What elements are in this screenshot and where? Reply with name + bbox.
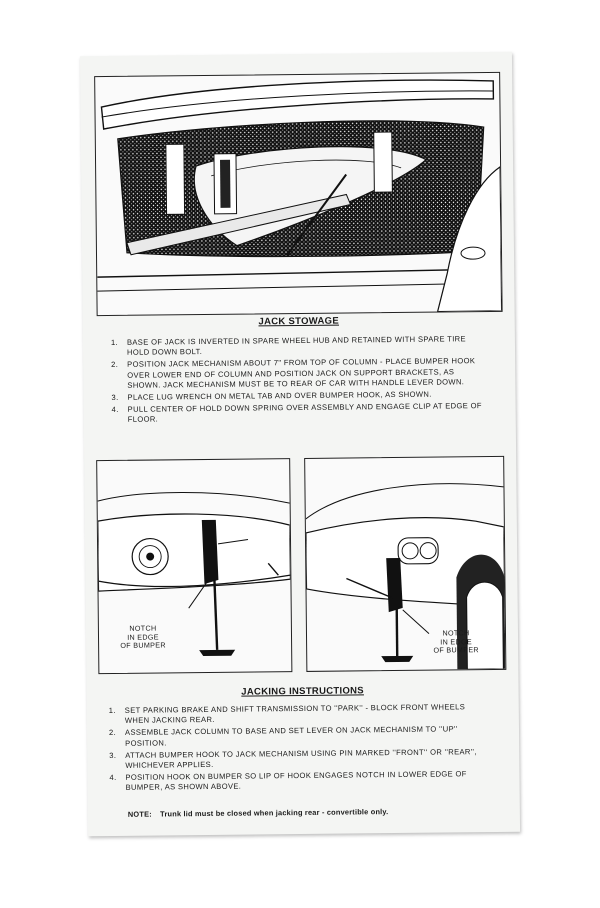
step-text: PLACE LUG WRENCH ON METAL TAB AND OVER BUMPER HOOK, AS SHOWN. bbox=[127, 389, 432, 402]
list-item bbox=[109, 769, 485, 793]
step-text: PULL CENTER OF HOLD DOWN SPRING OVER ASSEMBLY AND ENGAGE CLIP AT EDGE OF FLOOR. bbox=[127, 401, 482, 425]
step-text: ATTACH BUMPER HOOK TO JACK MECHANISM USING PIN MARKED ''FRONT'' OR ''REAR'', WHICHEVER APPLIES. bbox=[125, 746, 477, 770]
list-item bbox=[109, 702, 485, 726]
jack-stowage-heading: JACK STOWAGE bbox=[258, 315, 340, 328]
callout-line: IN EDGE bbox=[440, 636, 472, 647]
right-notch-callout bbox=[411, 629, 501, 656]
trunk-stowage-illustration bbox=[94, 72, 502, 316]
trunk-drawing bbox=[95, 73, 501, 315]
front-jacking-illustration bbox=[304, 456, 506, 672]
list-item bbox=[112, 401, 484, 425]
list-item bbox=[109, 747, 485, 771]
step-number: 4. bbox=[111, 405, 119, 415]
step-number: 3. bbox=[109, 750, 117, 760]
callout-line: OF BUMPER bbox=[120, 640, 166, 651]
rear-jacking-illustration bbox=[96, 458, 292, 674]
list-item bbox=[109, 724, 485, 748]
step-text: ASSEMBLE JACK COLUMN TO BASE AND SET LEVER ON JACK MECHANISM TO ''UP'' POSITION. bbox=[124, 724, 458, 748]
callout-line: NOTCH bbox=[129, 623, 157, 633]
step-text: POSITION HOOK ON BUMPER SO LIP OF HOOK ENGAGES NOTCH IN LOWER EDGE OF BUMPER, AS SHOWN ABOVE. bbox=[125, 769, 467, 793]
jacking-instructions-heading: JACKING INSTRUCTIONS bbox=[241, 685, 364, 698]
step-number: 3. bbox=[111, 392, 119, 402]
step-text: SET PARKING BRAKE AND SHIFT TRANSMISSION TO ''PARK'' - BLOCK FRONT WHEELS WHEN JACKING REAR. bbox=[124, 702, 466, 726]
stowage-steps-list bbox=[111, 334, 484, 428]
step-text: BASE OF JACK IS INVERTED IN SPARE WHEEL HUB AND RETAINED WITH SPARE TIRE HOLD DOWN BOLT. bbox=[126, 334, 466, 358]
note-text: Trunk lid must be closed when jacking rear - convertible only. bbox=[160, 807, 389, 819]
callout-line: IN EDGE bbox=[127, 632, 159, 642]
instruction-card bbox=[80, 52, 520, 836]
left-notch-callout bbox=[103, 624, 183, 651]
list-item bbox=[111, 334, 483, 358]
step-text: POSITION JACK MECHANISM ABOUT 7" FROM TOP OF COLUMN - PLACE BUMPER HOOK OVER LOWER END OF COLUMN AND POSITION JACK ON SUPPORT BRACKETS, AS SHOWN. JACK MECHANISM MUST BE TO REAR OF CAR WITH HANDLE LEVER DOWN. bbox=[127, 356, 476, 390]
jacking-steps-list bbox=[109, 702, 486, 796]
step-number: 2. bbox=[111, 360, 119, 370]
list-item bbox=[111, 356, 483, 391]
callout-line: NOTCH bbox=[442, 628, 470, 638]
step-number: 1. bbox=[108, 705, 116, 716]
step-number: 4. bbox=[109, 773, 117, 783]
step-number: 1. bbox=[110, 337, 119, 347]
callout-line: OF BUMPER bbox=[433, 645, 479, 655]
note-label: NOTE: bbox=[127, 809, 152, 819]
step-number: 2. bbox=[108, 728, 117, 738]
note bbox=[128, 806, 488, 819]
